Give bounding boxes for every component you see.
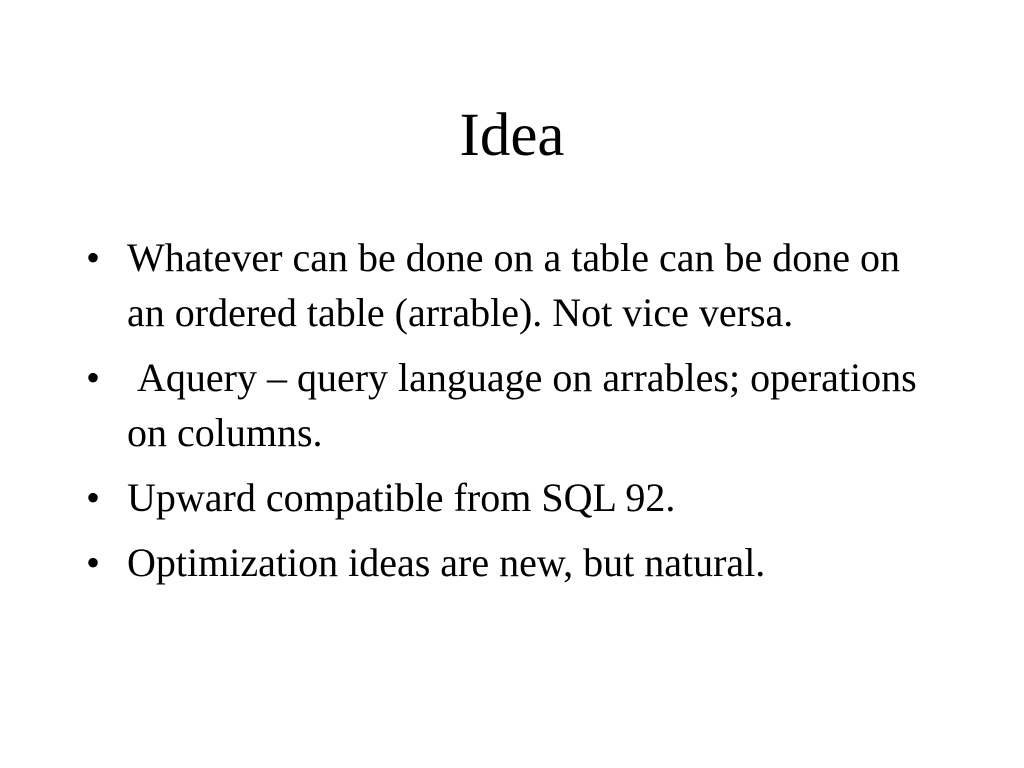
bullet-item: [86, 350, 946, 460]
bullet-icon: •: [86, 475, 101, 520]
bullet-item: [86, 230, 946, 340]
bullet-text: Optimization ideas are new, but natural.: [127, 540, 766, 585]
bullet-icon: •: [86, 540, 101, 585]
bullet-text: Aquery – query language on arrables; operations on columns.: [127, 355, 927, 455]
bullet-text: Upward compatible from SQL 92.: [127, 475, 676, 520]
bullet-icon: •: [86, 235, 101, 280]
bullet-icon: •: [86, 355, 101, 400]
slide-title: Idea: [459, 102, 565, 169]
bullet-list: [86, 230, 946, 600]
bullet-text: Whatever can be done on a table can be done on an ordered table (arrable). Not vice versa.: [127, 235, 900, 335]
bullet-item: [86, 470, 946, 525]
bullet-item: [86, 535, 946, 590]
